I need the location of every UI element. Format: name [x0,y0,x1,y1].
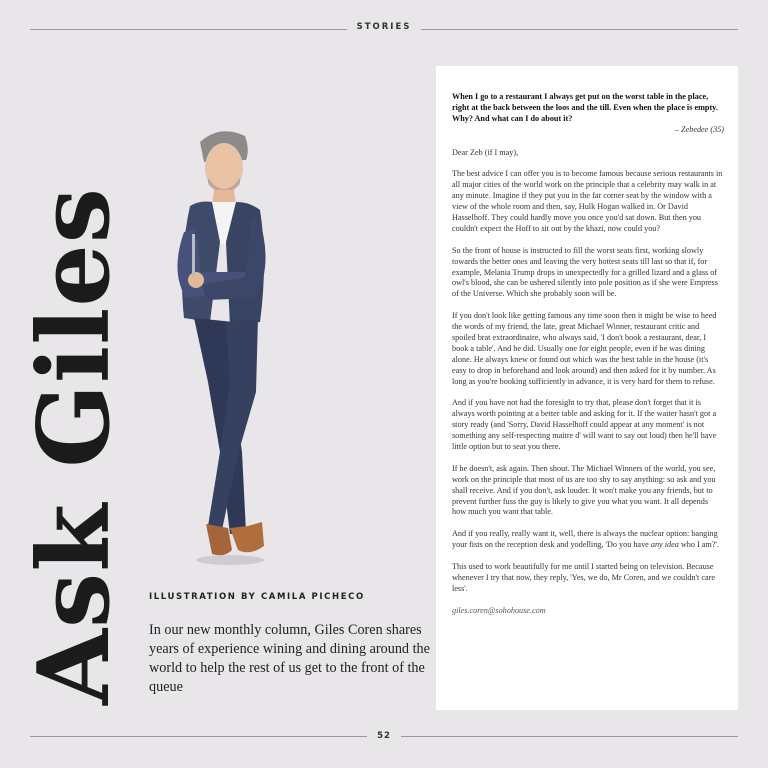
column-title: Ask Giles [17,187,132,705]
answer-paragraph-5: If he doesn't, ask again. Then shout. The Michael Winners of the world, you see, work on the principle that most of us are too shy to say anything: so ask and you shall receive. And if you don't, ask louder. It won't make you any friends, but to prevent further fuss the guy is likely to give you what you want. It all depends how much you want that table. [452,463,716,517]
reader-signoff: – Zebedee (35) [674,124,724,134]
page-number: 52 [0,731,768,741]
answer-paragraph-6-emphasis: any idea [650,540,679,550]
answer-paragraph-3: If you don't look like getting famous any time soon then it might be wise to heed the words of my friend, the late, great Michael Winner, restaurant critic and spoiled brat extraordinaire, who always said, 'I don't book a restaurant, dear, I book a table'. And he did. Usually one for eight people, even if he was dining alone. He always knew or found out which was the best table in the house (it's easy to drop in beforehand and look around) and then asked for it by number. As long as you're booking sufficiently in advance, it is very hard for them to refuse. [452,311,717,386]
answer-paragraph-6-start: And if you really, really want it, well, there is always the nuclear option: banging your fists on the reception desk and yodelling, 'Do you have [452,529,718,550]
section-label: STORIES [0,22,768,32]
reader-question: When I go to a restaurant I always get put on the worst table in the place, right at the back between the loos and the till. Even when the place is empty. Why? And what can I do about it? [452,92,718,123]
answer-paragraph-6 [452,529,724,551]
answer-greeting: Dear Zeb (if I may), [452,147,519,157]
letter-panel [436,66,738,710]
illustration-man [150,122,300,572]
answer-paragraph-7: This used to work beautifully for me until I started being on television. Because whenever I try that now, they reply, 'Yes, we do, Mr Coren, and we couldn't care less'. [452,561,715,593]
answer-paragraph-4: And if you have not had the foresight to try that, please don't forget that it is always worth pointing at a better table and asking for it. If the waiter hasn't got a story ready (and 'Sorry, David Hasselhoff could appear at any moment' is not something any self-respecting maitre d' will want to say out loud) then he'll have little option but to seat you there. [452,398,717,452]
answer-paragraph-1: The best advice I can offer you is to become famous because serious restaurants in all major cities of the world work on the principle that a celebrity may walk in at any minute. Imagine if they put you in the far corner seat by the window with a view of the whole room and then, say, Hulk Hogan walked in. Or David Hasselhoff. They could hardly move you once you'd sat down. But then you couldn't expect the Hoff to sit out by the khazi, now could you? [452,169,723,233]
author-email: giles.coren@sohohouse.com [452,605,546,615]
standfirst: In our new monthly column, Giles Coren shares years of experience wining and dining around the world to help the rest of us get to the front of the queue [149,622,430,695]
answer-paragraph-2: So the front of house is instructed to fill the worst seats first, working slowly towards the better ones and leaving the very hottest seats till last so that if, for example, Melania Trump drops in unexpectedly for a grilled lizard and a glass of owl's blood, she can be ushered silently into pole position as if she were Empress of the Universe. Which she probably soon will be. [452,245,718,299]
illustration-credit: ILLUSTRATION BY CAMILA PICHECO [149,592,365,602]
answer-paragraph-6-end: who I am?'. [678,540,719,550]
